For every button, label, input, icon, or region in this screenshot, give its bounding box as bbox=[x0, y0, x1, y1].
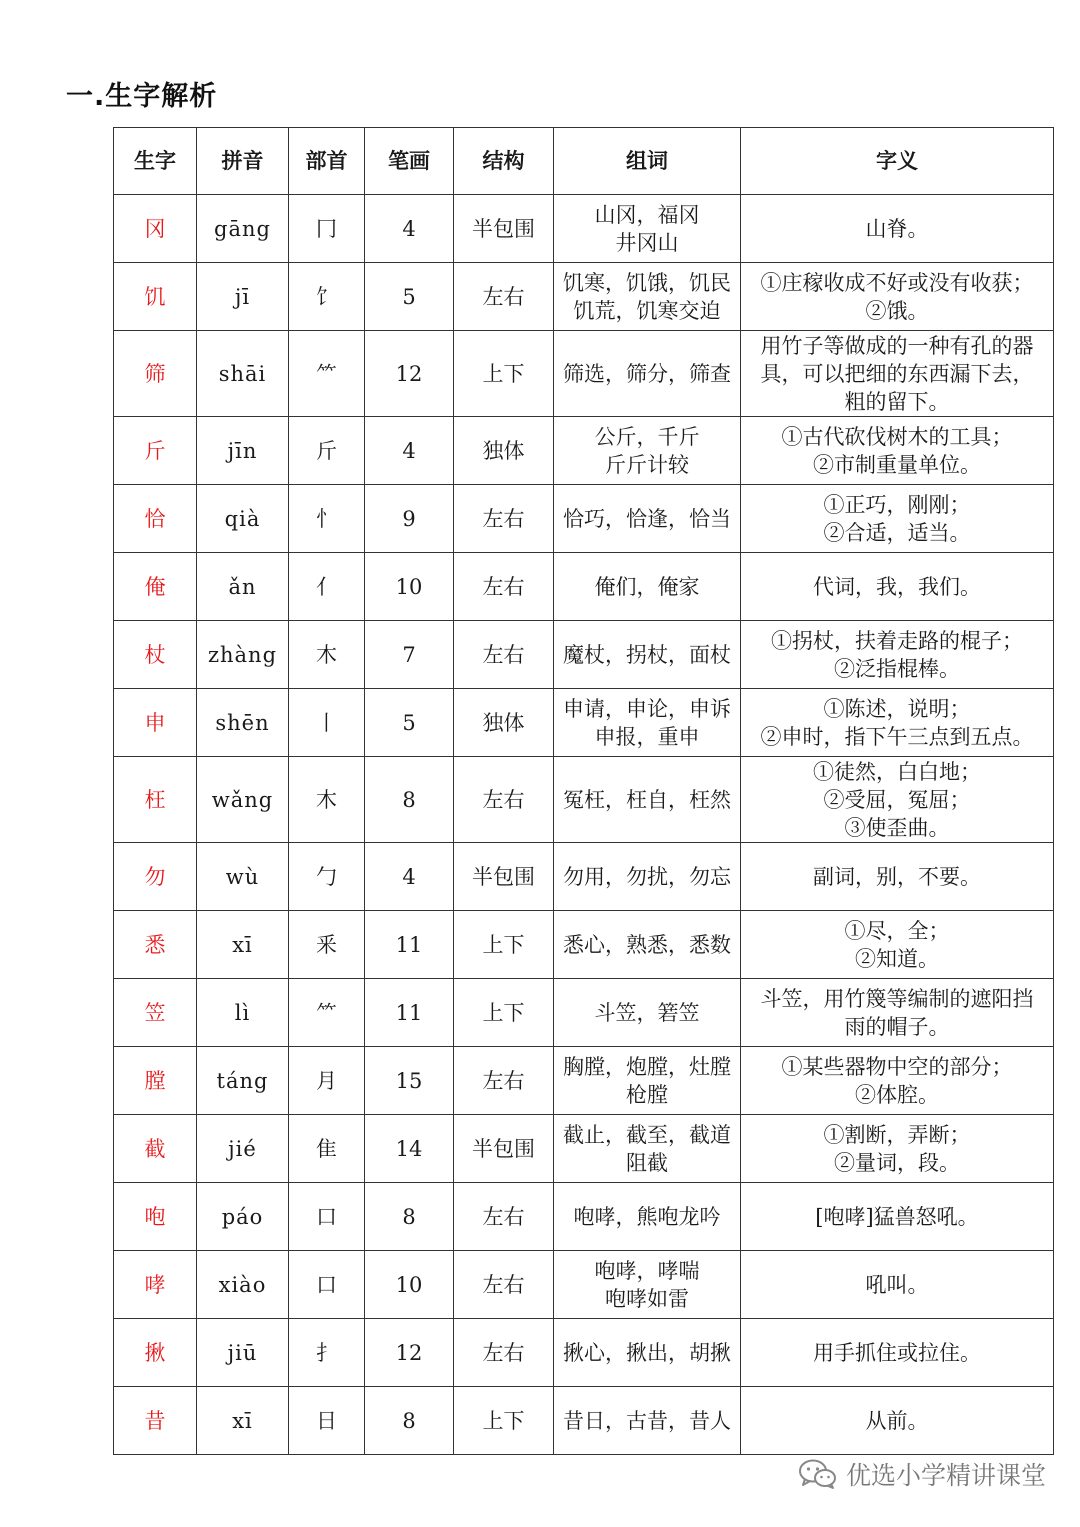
radical-cell: 隹 bbox=[289, 1115, 365, 1183]
word-line: 申请，申论，申诉 bbox=[563, 696, 731, 721]
char-cell: 筛 bbox=[114, 331, 197, 417]
strokes-cell: 10 bbox=[365, 1251, 454, 1319]
word-line: 揪心，揪出，胡揪 bbox=[563, 1340, 731, 1365]
pinyin-cell: zhàng bbox=[197, 621, 289, 689]
section-title: 一.生字解析 bbox=[66, 81, 218, 112]
word-line: 申报，重申 bbox=[594, 724, 700, 749]
words-cell bbox=[554, 757, 741, 843]
meaning-line: ①尽，全； bbox=[844, 918, 950, 943]
header-radical: 部首 bbox=[289, 128, 365, 195]
meaning-line: ②合适，适当。 bbox=[823, 520, 971, 545]
words-cell bbox=[554, 1047, 741, 1115]
meaning-cell bbox=[741, 417, 1054, 485]
meaning-cell bbox=[741, 1047, 1054, 1115]
header-strokes: 笔画 bbox=[365, 128, 454, 195]
radical-cell: 冂 bbox=[289, 195, 365, 263]
pinyin-cell: xī bbox=[197, 1387, 289, 1455]
strokes-cell: 5 bbox=[365, 689, 454, 757]
word-line: 冤枉，枉自，枉然 bbox=[563, 787, 731, 812]
char-cell: 昔 bbox=[114, 1387, 197, 1455]
meaning-cell bbox=[741, 621, 1054, 689]
meaning-line: ②体腔。 bbox=[855, 1082, 939, 1107]
word-line: 恰巧，恰逢，恰当 bbox=[563, 506, 731, 531]
structure-cell: 左右 bbox=[454, 1183, 554, 1251]
word-line: 咆哮，哮喘 bbox=[594, 1258, 700, 1283]
words-cell bbox=[554, 263, 741, 331]
word-line: 公斤，千斤 bbox=[594, 424, 700, 449]
structure-cell: 上下 bbox=[454, 911, 554, 979]
pinyin-cell: jīn bbox=[197, 417, 289, 485]
header-meaning: 字义 bbox=[741, 128, 1054, 195]
table-row bbox=[114, 979, 1054, 1047]
word-line: 俺们，俺家 bbox=[594, 574, 700, 599]
strokes-cell: 4 bbox=[365, 195, 454, 263]
pinyin-cell: shāi bbox=[197, 331, 289, 417]
table-header-row bbox=[114, 128, 1054, 195]
meaning-line: ②知道。 bbox=[855, 946, 939, 971]
structure-cell: 左右 bbox=[454, 485, 554, 553]
word-line: 勿用，勿扰，勿忘 bbox=[563, 864, 731, 889]
header-pinyin: 拼音 bbox=[197, 128, 289, 195]
meaning-line: 山脊。 bbox=[865, 216, 929, 241]
watermark bbox=[798, 1456, 1046, 1492]
structure-cell: 左右 bbox=[454, 1047, 554, 1115]
word-line: 咆哮如雷 bbox=[605, 1286, 689, 1311]
pinyin-cell: páo bbox=[197, 1183, 289, 1251]
radical-cell: 釆 bbox=[289, 911, 365, 979]
wechat-icon bbox=[798, 1458, 838, 1490]
char-cell: 申 bbox=[114, 689, 197, 757]
strokes-cell: 4 bbox=[365, 843, 454, 911]
pinyin-cell: wǎng bbox=[197, 757, 289, 843]
table-row bbox=[114, 1047, 1054, 1115]
strokes-cell: 15 bbox=[365, 1047, 454, 1115]
radical-cell: ⺮ bbox=[289, 331, 365, 417]
table-row bbox=[114, 621, 1054, 689]
strokes-cell: 8 bbox=[365, 1387, 454, 1455]
char-cell: 饥 bbox=[114, 263, 197, 331]
meaning-line: 粗的留下。 bbox=[844, 389, 950, 414]
table-row bbox=[114, 1251, 1054, 1319]
word-line: 枪膛 bbox=[626, 1082, 668, 1107]
meaning-line: ②泛指棍棒。 bbox=[834, 656, 960, 681]
table-row bbox=[114, 331, 1054, 417]
meaning-cell bbox=[741, 553, 1054, 621]
meaning-line: 雨的帽子。 bbox=[844, 1014, 950, 1039]
strokes-cell: 8 bbox=[365, 1183, 454, 1251]
table-row bbox=[114, 553, 1054, 621]
meaning-cell bbox=[741, 263, 1054, 331]
words-cell bbox=[554, 417, 741, 485]
table-row bbox=[114, 689, 1054, 757]
strokes-cell: 12 bbox=[365, 1319, 454, 1387]
structure-cell: 半包围 bbox=[454, 843, 554, 911]
meaning-cell bbox=[741, 1319, 1054, 1387]
meaning-line: 代词，我，我们。 bbox=[813, 574, 981, 599]
char-cell: 膛 bbox=[114, 1047, 197, 1115]
radical-cell: 扌 bbox=[289, 1319, 365, 1387]
radical-cell: 口 bbox=[289, 1251, 365, 1319]
meaning-line: ③使歪曲。 bbox=[844, 815, 950, 840]
meaning-line: ②量词，段。 bbox=[834, 1150, 960, 1175]
meaning-cell bbox=[741, 485, 1054, 553]
char-cell: 俺 bbox=[114, 553, 197, 621]
pinyin-cell: jiū bbox=[197, 1319, 289, 1387]
meaning-line: ①割断，弄断； bbox=[823, 1122, 971, 1147]
strokes-cell: 12 bbox=[365, 331, 454, 417]
words-cell bbox=[554, 1183, 741, 1251]
meaning-line: ①陈述，说明； bbox=[823, 696, 971, 721]
words-cell bbox=[554, 1387, 741, 1455]
meaning-line: ②饿。 bbox=[865, 298, 929, 323]
pinyin-cell: xī bbox=[197, 911, 289, 979]
strokes-cell: 4 bbox=[365, 417, 454, 485]
structure-cell: 左右 bbox=[454, 1251, 554, 1319]
meaning-line: 用手抓住或拉住。 bbox=[813, 1340, 981, 1365]
structure-cell: 左右 bbox=[454, 263, 554, 331]
strokes-cell: 11 bbox=[365, 911, 454, 979]
structure-cell: 半包围 bbox=[454, 195, 554, 263]
meaning-cell bbox=[741, 979, 1054, 1047]
meaning-line: 斗笠，用竹篾等编制的遮阳挡 bbox=[760, 986, 1034, 1011]
table-row bbox=[114, 1183, 1054, 1251]
structure-cell: 半包围 bbox=[454, 1115, 554, 1183]
structure-cell: 独体 bbox=[454, 417, 554, 485]
radical-cell: 口 bbox=[289, 1183, 365, 1251]
structure-cell: 左右 bbox=[454, 553, 554, 621]
meaning-line: ①庄稼收成不好或没有收获； bbox=[760, 270, 1034, 295]
meaning-cell bbox=[741, 1387, 1054, 1455]
vocabulary-table bbox=[113, 127, 1054, 1455]
radical-cell: 勹 bbox=[289, 843, 365, 911]
char-cell: 恰 bbox=[114, 485, 197, 553]
word-line: 魔杖，拐杖，面杖 bbox=[563, 642, 731, 667]
structure-cell: 左右 bbox=[454, 1319, 554, 1387]
word-line: 悉心，熟悉，悉数 bbox=[563, 932, 731, 957]
word-line: 筛选，筛分，筛查 bbox=[563, 361, 731, 386]
word-line: 昔日，古昔，昔人 bbox=[563, 1408, 731, 1433]
meaning-line: 具，可以把细的东西漏下去， bbox=[760, 361, 1034, 386]
meaning-line: ①正巧，刚刚； bbox=[823, 492, 971, 517]
strokes-cell: 5 bbox=[365, 263, 454, 331]
meaning-cell bbox=[741, 843, 1054, 911]
meaning-line: 从前。 bbox=[865, 1408, 929, 1433]
meaning-cell bbox=[741, 1251, 1054, 1319]
meaning-line: 吼叫。 bbox=[865, 1272, 929, 1297]
structure-cell: 上下 bbox=[454, 1387, 554, 1455]
radical-cell: 日 bbox=[289, 1387, 365, 1455]
table-row bbox=[114, 195, 1054, 263]
strokes-cell: 7 bbox=[365, 621, 454, 689]
table-row bbox=[114, 911, 1054, 979]
strokes-cell: 9 bbox=[365, 485, 454, 553]
words-cell bbox=[554, 553, 741, 621]
table-row bbox=[114, 843, 1054, 911]
header-char: 生字 bbox=[114, 128, 197, 195]
table-row bbox=[114, 1115, 1054, 1183]
word-line: 截止，截至，截道 bbox=[563, 1122, 731, 1147]
structure-cell: 上下 bbox=[454, 979, 554, 1047]
char-cell: 揪 bbox=[114, 1319, 197, 1387]
word-line: 井冈山 bbox=[615, 230, 679, 255]
meaning-line: ②申时，指下午三点到五点。 bbox=[760, 724, 1034, 749]
char-cell: 枉 bbox=[114, 757, 197, 843]
meaning-line: ①徒然，白白地； bbox=[813, 759, 981, 784]
radical-cell: 月 bbox=[289, 1047, 365, 1115]
radical-cell: 饣 bbox=[289, 263, 365, 331]
pinyin-cell: gāng bbox=[197, 195, 289, 263]
table-row bbox=[114, 485, 1054, 553]
meaning-cell bbox=[741, 757, 1054, 843]
word-line: 斤斤计较 bbox=[605, 452, 689, 477]
strokes-cell: 14 bbox=[365, 1115, 454, 1183]
words-cell bbox=[554, 195, 741, 263]
meaning-line: ②市制重量单位。 bbox=[813, 452, 981, 477]
words-cell bbox=[554, 1319, 741, 1387]
pinyin-cell: shēn bbox=[197, 689, 289, 757]
words-cell bbox=[554, 621, 741, 689]
words-cell bbox=[554, 1251, 741, 1319]
pinyin-cell: wù bbox=[197, 843, 289, 911]
word-line: 饥寒，饥饿，饥民 bbox=[563, 270, 731, 295]
word-line: 山冈，福冈 bbox=[594, 202, 700, 227]
char-cell: 杖 bbox=[114, 621, 197, 689]
meaning-line: ①某些器物中空的部分； bbox=[781, 1054, 1013, 1079]
words-cell bbox=[554, 689, 741, 757]
table-row bbox=[114, 263, 1054, 331]
pinyin-cell: qià bbox=[197, 485, 289, 553]
header-structure: 结构 bbox=[454, 128, 554, 195]
word-line: 饥荒，饥寒交迫 bbox=[573, 298, 721, 323]
meaning-cell bbox=[741, 689, 1054, 757]
word-line: 咆哮，熊咆龙吟 bbox=[573, 1204, 721, 1229]
table-row bbox=[114, 1319, 1054, 1387]
meaning-cell bbox=[741, 331, 1054, 417]
words-cell bbox=[554, 911, 741, 979]
words-cell bbox=[554, 485, 741, 553]
pinyin-cell: ǎn bbox=[197, 553, 289, 621]
pinyin-cell: jī bbox=[197, 263, 289, 331]
char-cell: 哮 bbox=[114, 1251, 197, 1319]
words-cell bbox=[554, 331, 741, 417]
radical-cell: 忄 bbox=[289, 485, 365, 553]
meaning-line: ①古代砍伐树木的工具； bbox=[781, 424, 1013, 449]
header-words: 组词 bbox=[554, 128, 741, 195]
radical-cell: 木 bbox=[289, 621, 365, 689]
meaning-line: 副词，别，不要。 bbox=[813, 864, 981, 889]
structure-cell: 独体 bbox=[454, 689, 554, 757]
table-row bbox=[114, 757, 1054, 843]
strokes-cell: 11 bbox=[365, 979, 454, 1047]
pinyin-cell: jié bbox=[197, 1115, 289, 1183]
table-row bbox=[114, 417, 1054, 485]
char-cell: 冈 bbox=[114, 195, 197, 263]
word-line: 阻截 bbox=[626, 1150, 668, 1175]
word-line: 胸膛，炮膛，灶膛 bbox=[563, 1054, 731, 1079]
strokes-cell: 10 bbox=[365, 553, 454, 621]
pinyin-cell: táng bbox=[197, 1047, 289, 1115]
table-row bbox=[114, 1387, 1054, 1455]
meaning-cell bbox=[741, 911, 1054, 979]
strokes-cell: 8 bbox=[365, 757, 454, 843]
words-cell bbox=[554, 843, 741, 911]
pinyin-cell: xiào bbox=[197, 1251, 289, 1319]
meaning-cell bbox=[741, 1115, 1054, 1183]
words-cell bbox=[554, 1115, 741, 1183]
meaning-line: 用竹子等做成的一种有孔的器 bbox=[760, 333, 1034, 358]
radical-cell: 斤 bbox=[289, 417, 365, 485]
word-line: 斗笠，箬笠 bbox=[594, 1000, 700, 1025]
char-cell: 斤 bbox=[114, 417, 197, 485]
char-cell: 勿 bbox=[114, 843, 197, 911]
char-cell: 咆 bbox=[114, 1183, 197, 1251]
char-cell: 截 bbox=[114, 1115, 197, 1183]
char-cell: 笠 bbox=[114, 979, 197, 1047]
radical-cell: 亻 bbox=[289, 553, 365, 621]
pinyin-cell: lì bbox=[197, 979, 289, 1047]
char-cell: 悉 bbox=[114, 911, 197, 979]
meaning-line: ①拐杖，扶着走路的棍子； bbox=[771, 628, 1023, 653]
structure-cell: 上下 bbox=[454, 331, 554, 417]
watermark-text: 优选小学精讲课堂 bbox=[845, 1461, 1046, 1490]
meaning-cell bbox=[741, 1183, 1054, 1251]
structure-cell: 左右 bbox=[454, 757, 554, 843]
meaning-line: ②受屈，冤屈； bbox=[823, 787, 971, 812]
words-cell bbox=[554, 979, 741, 1047]
radical-cell: 丨 bbox=[289, 689, 365, 757]
meaning-cell bbox=[741, 195, 1054, 263]
radical-cell: ⺮ bbox=[289, 979, 365, 1047]
radical-cell: 木 bbox=[289, 757, 365, 843]
structure-cell: 左右 bbox=[454, 621, 554, 689]
meaning-line: [咆哮]猛兽怒吼。 bbox=[815, 1204, 979, 1229]
